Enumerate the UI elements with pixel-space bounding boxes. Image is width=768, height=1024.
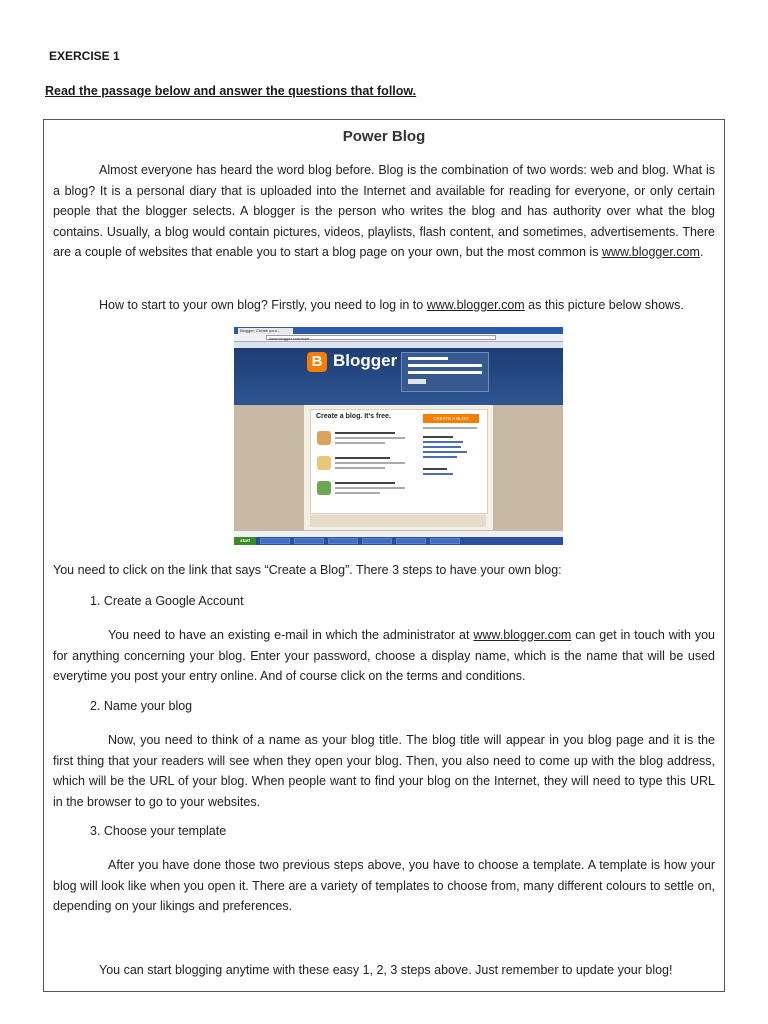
taskbar-item xyxy=(430,538,460,544)
card-text-line xyxy=(335,442,385,444)
how-text: How to start to your own blog? Firstly, you need to log in to xyxy=(99,298,427,312)
signin-line xyxy=(408,357,448,360)
card-title: Create a blog. It's free. xyxy=(316,413,391,420)
taskbar-item xyxy=(260,538,290,544)
step-1-heading: 1. Create a Google Account xyxy=(90,594,244,608)
card-text-line xyxy=(423,441,463,443)
taskbar-item xyxy=(294,538,324,544)
card-text-line xyxy=(335,467,385,469)
create-blog-button: CREATE A BLOG xyxy=(423,414,479,423)
signin-line xyxy=(408,364,482,367)
card-text-line xyxy=(335,492,380,494)
passage-title: Power Blog xyxy=(342,128,426,145)
blogger-link[interactable]: www.blogger.com xyxy=(426,298,525,312)
windows-taskbar xyxy=(234,537,563,545)
blogger-logo-text: Blogger xyxy=(333,351,398,370)
click-instruction: You need to click on the link that says “Create a Blog”. There 3 steps to have your own blog: xyxy=(53,563,562,577)
taskbar-item xyxy=(362,538,392,544)
card-text-line xyxy=(335,482,395,484)
step-1-paragraph xyxy=(53,625,715,687)
closing-line: You can start blogging anytime with these easy 1, 2, 3 steps above. Just remember to update your blog! xyxy=(99,963,673,977)
step-3-heading: 3. Choose your template xyxy=(90,824,227,838)
card-text-line xyxy=(423,451,467,453)
browser-tab: Blogger: Create your... xyxy=(238,328,293,334)
card-text-line xyxy=(423,456,457,458)
card-text-line xyxy=(335,437,405,439)
intro-text: Almost everyone has heard the word blog before. Blog is the combination of two words: web and blog. What is a blog? It is a personal diary that is uploaded into the Internet and available for reading for everyone, or only certain people that the blogger selects. A blogger is the person who writes the blog and has authority over what the blog contains. Usually, a blog would contain pictures, videos, playlists, flash content, and sometimes, advertisements. There are a couple of websites that enable you to start a blog page on your own, but the most common is xyxy=(53,163,715,259)
step-3-paragraph: After you have done those two previous steps above, you have to choose a template. A template is how your blog will look like when you open it. There are a variety of templates to choose from, many different colours to settle on, depending on your likings and preferences. xyxy=(53,858,715,913)
blogger-screenshot xyxy=(234,327,563,545)
step-1-text-end: can get in touch with you for anything concerning your blog. Enter your password, choose a display name, which is the name that will be used everytime you post your entry online. And of course click on the terms and conditions. xyxy=(53,628,716,683)
step-2-paragraph: Now, you need to think of a name as your blog title. The blog title will appear in you blog page and it is the first thing that your readers will see when they open your blog. Then, you also need to come up with the blog address, which will be the URL of your blog. When people want to find your blog on the Internet, they will need to type this URL in the browser to go to your websites. xyxy=(53,733,715,809)
start-button: start xyxy=(234,537,256,545)
card-text-line xyxy=(335,487,405,489)
step-1-text: You need to have an existing e-mail in which the administrator at xyxy=(108,628,474,642)
taskbar-item xyxy=(396,538,426,544)
browser-tabbar xyxy=(234,327,563,334)
instruction-heading: Read the passage below and answer the questions that follow. xyxy=(45,84,417,98)
card-text-line xyxy=(423,436,453,438)
card-text-line xyxy=(423,446,461,448)
card-text-line xyxy=(423,427,477,429)
how-end: as this picture below shows. xyxy=(524,298,684,312)
blogger-footer xyxy=(310,515,486,527)
passage-box xyxy=(43,119,725,992)
blogger-logo-icon: B xyxy=(307,352,327,372)
step-2-heading: 2. Name your blog xyxy=(90,699,193,713)
browser-address-bar xyxy=(234,334,563,342)
exercise-title: EXERCISE 1 xyxy=(49,49,120,63)
feature-icon xyxy=(317,481,331,495)
card-text-line xyxy=(335,432,395,434)
intro-paragraph xyxy=(53,160,715,263)
blogger-link[interactable]: www.blogger.com xyxy=(473,628,572,642)
card-text-line xyxy=(335,457,390,459)
intro-end: . xyxy=(699,245,704,259)
signin-line xyxy=(408,371,482,374)
signin-box xyxy=(401,352,489,392)
address-field: www.blogger.com/start xyxy=(266,335,496,340)
feature-icon xyxy=(317,431,331,445)
card-text-line xyxy=(423,468,447,470)
card-text-line xyxy=(335,462,405,464)
blogger-banner xyxy=(234,348,563,405)
taskbar-item xyxy=(328,538,358,544)
blogger-link[interactable]: www.blogger.com xyxy=(601,245,700,259)
card-text-line xyxy=(423,473,453,475)
feature-icon xyxy=(317,456,331,470)
create-blog-card xyxy=(310,409,488,514)
how-paragraph xyxy=(53,295,715,316)
signin-button xyxy=(408,379,426,384)
